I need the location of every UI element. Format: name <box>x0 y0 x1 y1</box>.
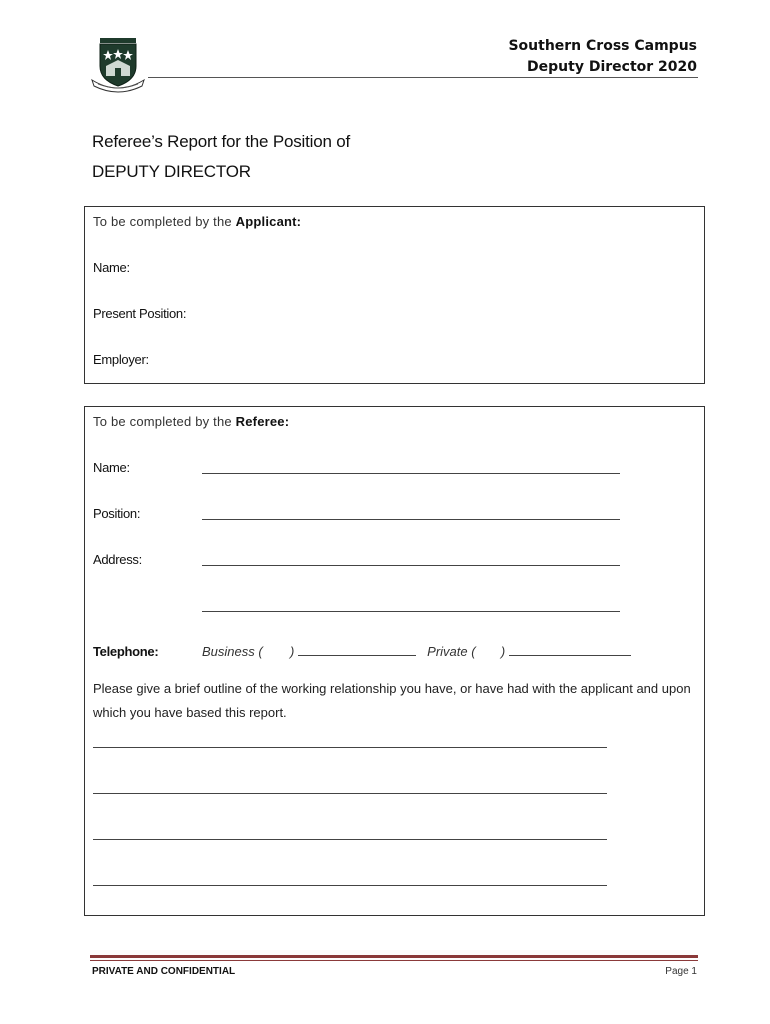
school-crest-logo <box>88 36 148 94</box>
confidentiality-notice: PRIVATE AND CONFIDENTIAL <box>92 966 236 977</box>
referee-name-label: Name: <box>93 460 130 475</box>
applicant-employer-field[interactable]: Employer: <box>93 352 149 367</box>
private-phone-line[interactable] <box>509 645 631 656</box>
referee-address-line-1[interactable] <box>202 565 620 566</box>
private-phone-label: Private ( <box>427 644 476 659</box>
footer-divider-thick <box>90 955 698 958</box>
business-phone-label: Business ( <box>202 644 263 659</box>
applicant-name-field[interactable]: Name: <box>93 260 130 275</box>
page-number: Page 1 <box>665 966 697 977</box>
referee-address-label: Address: <box>93 552 142 567</box>
applicant-instructions: To be completed by the Applicant: <box>93 214 302 229</box>
relationship-prompt: Please give a brief outline of the working relationship you have, or have had with the applicant and upon which you have based this report. <box>93 681 691 720</box>
referee-instructions: To be completed by the Referee: <box>93 414 290 429</box>
referee-position-line[interactable] <box>202 519 620 520</box>
referee-name-line[interactable] <box>202 473 620 474</box>
referee-address-line-2[interactable] <box>202 611 620 612</box>
applicant-section <box>84 206 705 384</box>
title-line-2: DEPUTY DIRECTOR <box>92 162 251 181</box>
referee-section <box>84 406 705 916</box>
page-title <box>92 127 350 187</box>
telephone-fields <box>202 644 631 659</box>
header-divider <box>148 77 698 78</box>
applicant-label: Applicant: <box>235 214 302 229</box>
footer-divider-thin <box>90 960 698 961</box>
response-line-1[interactable] <box>93 747 607 748</box>
applicant-position-field[interactable]: Present Position: <box>93 306 187 321</box>
response-line-3[interactable] <box>93 839 607 840</box>
title-line-1: Referee’s Report for the Position of <box>92 132 351 151</box>
telephone-label: Telephone: <box>93 644 159 659</box>
header-subtitle: Deputy Director 2020 <box>527 59 697 75</box>
business-phone-line[interactable] <box>298 645 416 656</box>
document-header <box>508 36 697 78</box>
response-line-2[interactable] <box>93 793 607 794</box>
private-paren-close: ) <box>500 644 506 659</box>
business-paren-close: ) <box>289 644 295 659</box>
response-line-4[interactable] <box>93 885 607 886</box>
campus-name: Southern Cross Campus <box>508 38 697 54</box>
referee-position-label: Position: <box>93 506 141 521</box>
referee-label: Referee: <box>235 414 290 429</box>
